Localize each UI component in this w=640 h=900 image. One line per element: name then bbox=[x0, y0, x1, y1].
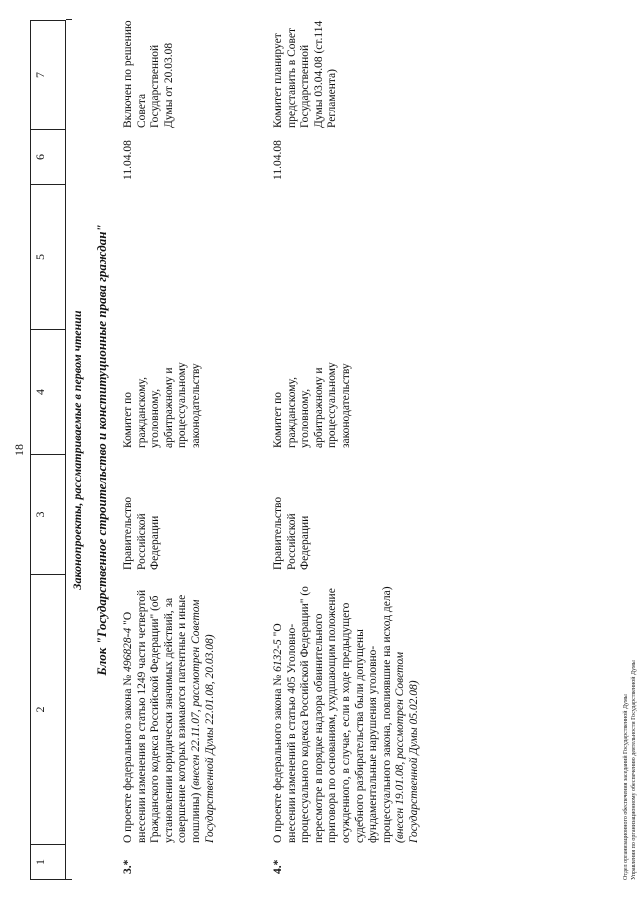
bill-note: (внесен 22.11.07, рассмотрен Советом Государственной Думы 22.01.08, 20.03.08) bbox=[189, 599, 216, 843]
block-title: Блок "Государственное строительство и конституционные права граждан" bbox=[94, 224, 109, 676]
column-header-1: 1 bbox=[30, 845, 66, 880]
column-header-5: 5 bbox=[30, 185, 66, 330]
committee: Комитет по гражданскому, уголовному, арбитражному и процессуальному законодательству bbox=[122, 362, 202, 448]
initiator: Правительство Российской Федерации bbox=[122, 496, 162, 570]
initiator: Правительство Российской Федерации bbox=[272, 496, 312, 570]
footer bbox=[622, 660, 638, 880]
column-header-3: 3 bbox=[30, 455, 66, 575]
consideration-date: 11.04.08 bbox=[272, 140, 284, 180]
bill-desc: "О внесении изменения в статью 1249 части четвертой Гражданского кодекса Российской Федерации" (об установлении юридически значимых действий, за совершение которых взимаются патентные и иные пошлины) bbox=[122, 589, 202, 843]
column-header-7: 7 bbox=[30, 20, 66, 130]
column-header-2: 2 bbox=[30, 575, 66, 845]
footer-line-1: Отдел организационного обеспечения заседаний Государственной Думы bbox=[623, 694, 629, 880]
page-number: 18 bbox=[12, 444, 26, 456]
column-header-6: 6 bbox=[30, 130, 66, 185]
bill-description bbox=[272, 581, 422, 843]
column-header-4: 4 bbox=[30, 330, 66, 455]
row-number: 3.* bbox=[122, 859, 134, 874]
footer-line-2: Управления по организационному обеспечению деятельности Государственной Думы bbox=[631, 660, 637, 880]
section-title: Законопроекты, рассматриваемые в первом чтении bbox=[70, 310, 84, 590]
consideration-date: 11.04.08 bbox=[122, 140, 134, 180]
bill-desc: "О внесении изменений в статью 405 Уголовно-процессуального кодекса Российской Федерации" (о пересмотре в порядке надзора обвинительного приговора по основаниям, ухудшающим положение осужденного, в случае, если в ходе предыдущего судебного разбирательства были допущены фундаментальные нарушения уголовно-процессуального закона, повлиявшие на исход дела) bbox=[272, 586, 393, 843]
bill-number: 496828-4 bbox=[122, 627, 134, 672]
bill-status: Комитет планирует представить в Совет Государственной Думы 03.04.08 (ст.114 Регламента) bbox=[272, 20, 339, 128]
bill-description bbox=[122, 581, 217, 843]
bill-number: 6132-5 bbox=[272, 639, 284, 672]
bill-title-prefix: О проекте федерального закона № bbox=[122, 671, 134, 843]
row-number: 4.* bbox=[272, 859, 284, 874]
bill-note: (внесен 19.01.08, рассмотрен Советом Государственной Думы 05.02.08) bbox=[394, 651, 420, 843]
committee: Комитет по гражданскому, уголовному, арбитражному и процессуальному законодательству bbox=[272, 362, 352, 448]
bill-title-prefix: О проекте федерального закона № bbox=[272, 671, 284, 843]
bill-status: Включен по решению Совета Государственной Думы от 20.03.08 bbox=[122, 20, 175, 128]
